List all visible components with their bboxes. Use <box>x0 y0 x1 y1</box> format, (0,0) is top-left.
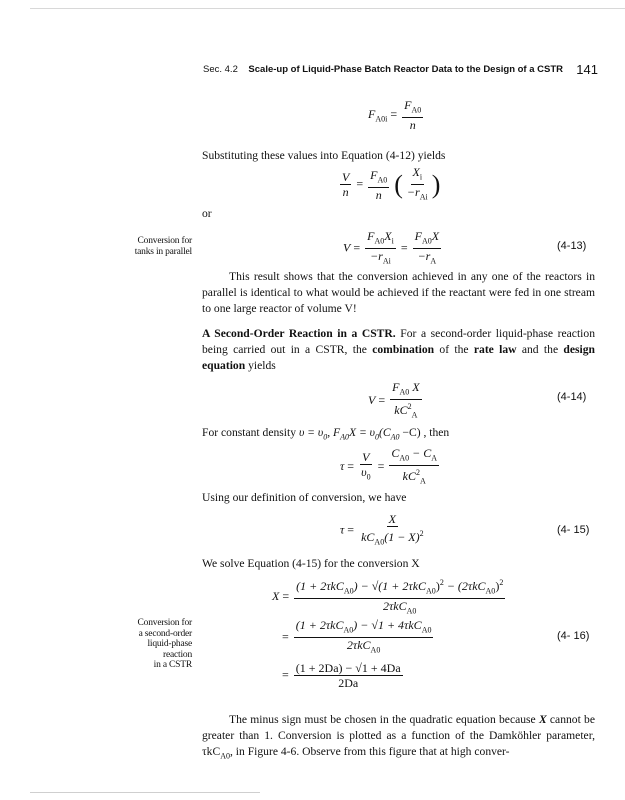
second-order-heading: A Second-Order Reaction in a CSTR. <box>202 327 396 340</box>
or-text: or <box>202 207 212 220</box>
second-order-paragraph: A Second-Order Reaction in a CSTR. For a second-order liquid-phase reaction being carried out in a CSTR, the combination of the rate law and the design equation yields <box>202 327 595 372</box>
equation-number-4-15: (4- 15) <box>557 524 590 536</box>
bottom-rule <box>30 792 260 793</box>
equation-v-over-n: $\frac{V}{n}$ = $\frac{F_{A0}}{n}$ ( $\frac{X_i}{-r_{Ai}}$ ) <box>342 165 441 203</box>
equation-number-4-13: (4-13) <box>557 240 587 252</box>
page-number: 141 <box>576 62 598 77</box>
margin-note-parallel: Conversion for tanks in parallel <box>134 236 192 257</box>
equation-fa0i: $F_{A0i}$ = $\frac{F_{A0}}{n}$ <box>368 98 422 133</box>
equation-4-14: V = $\frac{F_{A0} X}{kC^2_A}$ <box>368 380 420 420</box>
page-header <box>203 64 598 80</box>
equation-4-15: τ = $\frac{X}{kC_{A0}(1 - X)^2}$ <box>340 512 424 547</box>
solve-text: We solve Equation (4-15) for the conversion X <box>202 557 420 570</box>
constant-density-line: For constant density $\upsilon = \upsilon_0$, $F_{A0}X = \upsilon_0(C_{A0} -C)$ , then <box>202 426 450 442</box>
equation-4-16-line3: = $\frac{(1 + 2Da) - √1 + 4Da}{2Da}$ <box>282 661 401 690</box>
equation-number-4-16: (4- 16) <box>557 630 590 642</box>
section-number: Sec. 4.2 <box>203 64 238 75</box>
definition-text: Using our definition of conversion, we have <box>202 491 407 504</box>
substituting-text: Substituting these values into Equation (4-12) yields <box>202 149 446 162</box>
equation-4-16-line1: X = $\frac{(1 + 2\tau kC_{A0}) - √(1 + 2\tau kC_{A0})^2 - (2\tau kC_{A0})^2}{2\tau kC_{A0}}$ <box>272 578 504 616</box>
result-paragraph: This result shows that the conversion achieved in any one of the reactors in parallel is identical to what would be achieved if the reactant were fed in one stream to one large reactor of volume V! <box>202 270 595 315</box>
margin-note-second-order: Conversion for a second-order liquid-phase reaction in a CSTR <box>137 618 192 670</box>
equation-number-4-14: (4-14) <box>557 391 587 403</box>
minus-sign-paragraph: The minus sign must be chosen in the quadratic equation because X cannot be greater than 1. Conversion is plotted as a function of the Damköhler parameter, τkC$_{A0}$, in Figure 4-6. Observe from this figure that at high conver- <box>202 713 595 761</box>
top-rule <box>30 8 625 9</box>
equation-4-16-line2: = $\frac{(1 + 2\tau kC_{A0}) - √1 + 4\tau kC_{A0}}{2\tau kC_{A0}}$ <box>282 618 432 655</box>
fraction: $\frac{F_{A0}}{n}$ <box>404 98 422 133</box>
section-title: Scale-up of Liquid-Phase Batch Reactor Data to the Design of a CSTR <box>248 64 564 75</box>
equation-tau: τ = $\frac{V}{\upsilon_0}$ = $\frac{C_{A0} - C_A}{kC^2_A}$ <box>340 446 438 486</box>
equation-4-13: V = $\frac{F_{A0}X_i}{-r_{Ai}}$ = $\frac{F_{A0}X}{-r_A}$ <box>343 229 440 266</box>
